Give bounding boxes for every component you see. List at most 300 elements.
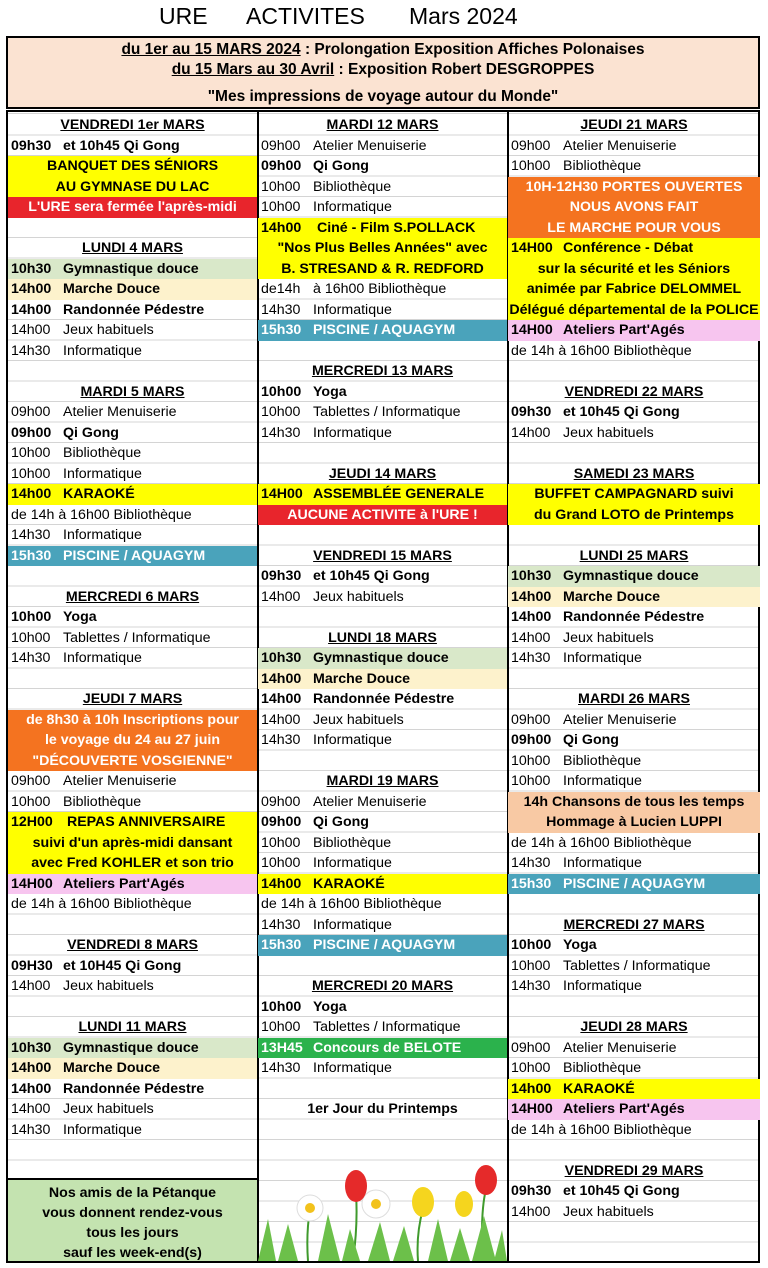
entry-time: 14h00 <box>511 609 552 625</box>
entry-time: 15h30 <box>11 547 52 564</box>
schedule-entry <box>258 1017 507 1038</box>
entry-text: Randonnée Pédestre <box>563 609 705 625</box>
entry-text: Ciné - Film S.POLLACK <box>313 219 476 236</box>
entry-time: 14h30 <box>511 650 551 666</box>
entry-text: LUNDI 25 MARS <box>579 547 689 564</box>
entry-text: AUCUNE ACTIVITE à l'URE ! <box>287 506 478 523</box>
schedule-entry <box>258 279 507 300</box>
schedule-entry <box>8 894 257 915</box>
exhibition-line-2: du 15 Mars au 30 Avril : Exposition Robert DESGROPPES <box>171 61 595 78</box>
entry-time: 10h00 <box>261 199 301 215</box>
entry-text: ASSEMBLÉE GENERALE <box>313 486 485 502</box>
entry-time: 09H30 <box>11 957 53 974</box>
entry-time: 10h00 <box>11 445 51 461</box>
entry-text: 1er Jour du Printemps <box>307 1101 458 1117</box>
entry-text: AU GYMNASE DU LAC <box>55 178 210 195</box>
entry-time: 09h00 <box>261 137 301 154</box>
entry-text: Informatique <box>313 732 392 748</box>
schedule-entry <box>508 156 760 177</box>
entry-time: 14H00 <box>11 875 53 892</box>
entry-time: 14H00 <box>511 1101 553 1117</box>
entry-text: animée par Fabrice DELOMMEL <box>526 281 742 297</box>
schedule-entry <box>508 976 760 997</box>
entry-text: Atelier Menuiserie <box>313 793 427 810</box>
entry-time: 14h00 <box>261 670 302 687</box>
entry-time: 12H00 <box>11 814 53 830</box>
entry-time: 10h00 <box>261 383 302 400</box>
entry-text: à 16h00 Bibliothèque <box>313 281 447 297</box>
schedule-entry <box>8 1079 257 1100</box>
title-activities: ACTIVITES <box>246 3 365 29</box>
entry-time: 14h00 <box>11 301 52 318</box>
exhibition-line-1: du 1er au 15 MARS 2024 : Prolongation Exposition Affiches Polonaises <box>121 41 645 58</box>
entry-time: 10h00 <box>11 793 51 810</box>
schedule-entry <box>508 730 760 751</box>
schedule-entry <box>258 484 507 505</box>
schedule-entry <box>8 197 257 218</box>
schedule-entry <box>8 320 257 341</box>
entry-time: 14h00 <box>511 424 551 441</box>
schedule-entry <box>8 812 257 833</box>
entry-time: 14H00 <box>511 240 553 256</box>
schedule-entry <box>258 997 507 1018</box>
entry-text: Qi Gong <box>313 158 369 174</box>
entry-text: BANQUET DES SÉNIORS <box>46 158 219 174</box>
entry-time: 14h30 <box>511 978 551 994</box>
entry-text: JEUDI 7 MARS <box>82 691 183 707</box>
entry-text: Informatique <box>313 199 392 215</box>
schedule-entry <box>508 587 760 608</box>
entry-text: KARAOKÉ <box>313 875 385 892</box>
entry-time: 14h00 <box>11 1060 52 1076</box>
entry-text: Bibliothèque <box>63 445 142 461</box>
entry-text: VENDREDI 15 MARS <box>313 547 452 564</box>
entry-time: 14h00 <box>261 219 302 236</box>
day-heading <box>508 689 760 710</box>
schedule-entry <box>258 1038 507 1059</box>
entry-text: Délégué départemental de la POLICE <box>509 301 759 318</box>
entry-text: JEUDI 28 MARS <box>580 1019 688 1035</box>
entry-time: 10h00 <box>261 855 301 871</box>
schedule-entry <box>8 710 257 731</box>
schedule-entry <box>508 566 760 587</box>
schedule-entry <box>258 1099 507 1120</box>
entry-time: 14h00 <box>511 1080 552 1097</box>
entry-text: PISCINE / AQUAGYM <box>63 547 206 564</box>
schedule-entry <box>258 177 507 198</box>
entry-text: Atelier Menuiserie <box>313 137 427 154</box>
entry-time: 10h00 <box>511 937 552 953</box>
day-heading <box>8 587 257 608</box>
entry-time: 14h30 <box>11 650 51 666</box>
schedule-entry <box>508 402 760 423</box>
entry-text: Hommage à Lucien LUPPI <box>546 814 722 830</box>
entry-text: Jeux habituels <box>63 1101 154 1117</box>
entry-time: 14h00 <box>11 486 52 502</box>
entry-text: de 14h à 16h00 Bibliothèque <box>511 834 692 851</box>
entry-text: Bibliothèque <box>563 1060 642 1076</box>
entry-text: Informatique <box>563 650 642 666</box>
entry-text: du Grand LOTO de Printemps <box>534 506 734 523</box>
entry-text: B. STRESAND & R. REDFORD <box>281 260 484 277</box>
entry-text: Jeux habituels <box>563 424 654 441</box>
entry-text: Randonnée Pédestre <box>63 301 205 318</box>
entry-time: 14h00 <box>11 322 51 338</box>
entry-time: 09h00 <box>261 793 301 810</box>
schedule-entry <box>508 710 760 731</box>
schedule-entry <box>258 853 507 874</box>
schedule-entry <box>258 238 507 259</box>
entry-text: PISCINE / AQUAGYM <box>313 322 456 338</box>
entry-text: Yoga <box>63 609 97 625</box>
schedule-entry <box>508 874 760 895</box>
schedule-entry <box>258 730 507 751</box>
entry-text: VENDREDI 1er MARS <box>60 117 205 133</box>
schedule-entry <box>508 259 760 280</box>
title-month: Mars 2024 <box>409 3 518 29</box>
schedule-entry <box>8 730 257 751</box>
schedule-entry <box>8 136 257 157</box>
entry-text: Tablettes / Informatique <box>313 404 461 420</box>
entry-text: Tablettes / Informatique <box>63 629 211 646</box>
entry-text: L'URE sera fermée l'après-midi <box>28 199 237 215</box>
schedule-entry <box>258 259 507 280</box>
entry-text: KARAOKÉ <box>563 1080 635 1097</box>
entry-text: LUNDI 18 MARS <box>328 629 437 646</box>
schedule-entry <box>8 956 257 977</box>
schedule-entry <box>258 218 507 239</box>
schedule-entry <box>8 484 257 505</box>
entry-text: Bibliothèque <box>563 158 642 174</box>
schedule-entry <box>258 197 507 218</box>
schedule-entry <box>8 976 257 997</box>
schedule-entry <box>258 300 507 321</box>
schedule-entry <box>508 956 760 977</box>
petanque-note: Nos amis de la Pétanque vous donnent rendez-vous tous les jours sauf les week-end(s) <box>8 1178 257 1261</box>
entry-time: 10h00 <box>11 629 51 646</box>
entry-text: MARDI 5 MARS <box>80 383 185 400</box>
entry-text: Informatique <box>313 301 392 318</box>
schedule-entry <box>8 505 257 526</box>
schedule-entry <box>258 669 507 690</box>
entry-time: 10h00 <box>511 957 551 974</box>
entry-text: Informatique <box>313 855 392 871</box>
entry-text: Jeux habituels <box>63 322 154 338</box>
schedule-entry <box>8 874 257 895</box>
entry-text: MARDI 19 MARS <box>326 773 439 789</box>
entry-time: 14h30 <box>11 527 51 543</box>
entry-text: Randonnée Pédestre <box>63 1080 205 1097</box>
schedule-entry <box>258 402 507 423</box>
title-org: URE <box>159 3 208 29</box>
entry-time: 13H45 <box>261 1039 303 1056</box>
entry-time: 09h30 <box>261 568 302 584</box>
entry-time: 09h00 <box>261 814 302 830</box>
entry-time: 14H00 <box>261 486 303 502</box>
entry-text: suivi d'un après-midi dansant <box>32 834 233 851</box>
schedule-entry <box>508 853 760 874</box>
entry-time: 09h00 <box>261 158 302 174</box>
schedule-grid <box>6 110 760 1263</box>
day-heading <box>508 915 760 936</box>
schedule-entry <box>8 259 257 280</box>
entry-time: 09h00 <box>511 711 551 728</box>
schedule-entry <box>508 1181 760 1202</box>
day-heading <box>8 935 257 956</box>
entry-time: 14h30 <box>511 855 551 871</box>
entry-text: Qi Gong <box>563 732 619 748</box>
entry-text: Ateliers Part'Agés <box>63 875 185 892</box>
entry-text: Conférence - Débat <box>563 240 694 256</box>
entry-text: Yoga <box>563 937 597 953</box>
schedule-entry <box>8 853 257 874</box>
schedule-entry <box>258 505 507 526</box>
schedule-entry <box>508 423 760 444</box>
entry-time: de14h <box>261 281 301 297</box>
entry-time: 14h00 <box>511 588 552 605</box>
page-title <box>0 0 768 34</box>
schedule-entry <box>8 607 257 628</box>
schedule-entry <box>258 689 507 710</box>
schedule-entry <box>508 136 760 157</box>
schedule-entry <box>8 300 257 321</box>
entry-time: 15h30 <box>261 937 302 953</box>
schedule-entry <box>508 341 760 362</box>
day-heading <box>508 1017 760 1038</box>
entry-text: Randonnée Pédestre <box>313 691 455 707</box>
entry-text: Jeux habituels <box>313 588 404 605</box>
entry-text: Jeux habituels <box>313 711 404 728</box>
entry-text: LUNDI 11 MARS <box>78 1019 187 1035</box>
entry-text: Atelier Menuiserie <box>63 773 177 789</box>
entry-text: Bibliothèque <box>63 793 142 810</box>
schedule-entry <box>508 628 760 649</box>
entry-text: Informatique <box>63 1121 142 1138</box>
entry-text: Gymnastique douce <box>63 260 199 277</box>
day-heading <box>8 238 257 259</box>
day-heading <box>508 115 760 136</box>
schedule-entry <box>508 1058 760 1079</box>
entry-text: Qi Gong <box>63 424 119 441</box>
schedule-entry <box>258 648 507 669</box>
day-heading <box>258 976 507 997</box>
schedule-entry <box>508 1120 760 1141</box>
entry-text: et 10h45 Qi Gong <box>563 404 680 420</box>
entry-text: Atelier Menuiserie <box>563 711 677 728</box>
entry-time: 14h30 <box>11 1121 51 1138</box>
schedule-entry <box>8 751 257 772</box>
schedule-entry <box>258 587 507 608</box>
entry-time: 15h30 <box>261 322 302 338</box>
entry-text: MERCREDI 13 MARS <box>311 363 454 379</box>
entry-time: 14h30 <box>261 1060 301 1076</box>
entry-time: 14h30 <box>261 424 301 441</box>
entry-text: Atelier Menuiserie <box>563 1039 677 1056</box>
schedule-entry <box>8 156 257 177</box>
entry-text: Yoga <box>313 998 347 1015</box>
entry-time: 10h00 <box>261 998 302 1015</box>
schedule-entry <box>508 812 760 833</box>
schedule-entry <box>508 484 760 505</box>
entry-time: 10h00 <box>261 178 301 195</box>
entry-text: Ateliers Part'Agés <box>563 1101 685 1117</box>
entry-text: Qi Gong <box>313 814 369 830</box>
entry-text: PISCINE / AQUAGYM <box>313 937 456 953</box>
entry-text: Jeux habituels <box>63 978 154 994</box>
entry-text: VENDREDI 22 MARS <box>564 383 704 400</box>
entry-time: 10h30 <box>261 650 302 666</box>
entry-time: 14h00 <box>511 629 551 646</box>
entry-time: 10h00 <box>261 834 301 851</box>
entry-text: Tablettes / Informatique <box>313 1019 461 1035</box>
entry-text: Jeux habituels <box>563 1203 654 1220</box>
schedule-entry <box>508 751 760 772</box>
entry-time: 14h00 <box>11 1080 52 1097</box>
spring-flowers-icon <box>258 1164 507 1261</box>
schedule-entry <box>8 402 257 423</box>
schedule-entry <box>8 177 257 198</box>
schedule-entry <box>508 320 760 341</box>
entry-text: KARAOKÉ <box>63 486 135 502</box>
schedule-entry <box>258 382 507 403</box>
entry-text: sur la sécurité et les Séniors <box>537 260 731 277</box>
exhibitions-header <box>6 36 760 109</box>
entry-text: le voyage du 24 au 27 juin <box>44 732 221 748</box>
entry-text: Atelier Menuiserie <box>563 137 677 154</box>
schedule-entry <box>8 648 257 669</box>
entry-text: Informatique <box>63 527 142 543</box>
day-heading <box>508 382 760 403</box>
entry-time: 10h00 <box>511 1060 551 1076</box>
schedule-entry <box>8 1058 257 1079</box>
entry-time: 14h00 <box>261 691 302 707</box>
entry-text: de 8h30 à 10h Inscriptions pour <box>26 711 239 728</box>
entry-time: 15h30 <box>511 875 552 892</box>
entry-text: NOUS AVONS FAIT <box>569 199 699 215</box>
day-heading <box>8 1017 257 1038</box>
entry-text: JEUDI 21 MARS <box>580 117 688 133</box>
entry-time: 10h00 <box>261 404 301 420</box>
entry-time: 10h00 <box>11 609 52 625</box>
schedule-entry <box>258 710 507 731</box>
schedule-entry <box>258 423 507 444</box>
schedule-entry <box>508 1038 760 1059</box>
schedule-entry <box>508 607 760 628</box>
entry-time: 09h00 <box>511 732 552 748</box>
schedule-entry <box>508 177 760 198</box>
entry-text: et 10h45 Qi Gong <box>63 137 180 154</box>
schedule-entry <box>8 1120 257 1141</box>
entry-text: Informatique <box>63 650 142 666</box>
entry-text: "Nos Plus Belles Années" avec <box>277 240 488 256</box>
entry-text: Gymnastique douce <box>563 568 699 584</box>
schedule-entry <box>508 1202 760 1223</box>
entry-time: 14h30 <box>11 342 51 359</box>
entry-time: 10h30 <box>511 568 552 584</box>
entry-text: de 14h à 16h00 Bibliothèque <box>511 342 692 359</box>
schedule-entry <box>508 218 760 239</box>
day-heading <box>8 689 257 710</box>
entry-text: VENDREDI 29 MARS <box>564 1162 704 1179</box>
entry-time: 10h00 <box>511 752 551 769</box>
entry-text: REPAS ANNIVERSAIRE <box>63 814 226 830</box>
entry-text: Informatique <box>313 916 392 933</box>
entry-time: 09h00 <box>11 404 51 420</box>
entry-text: Concours de BELOTE <box>313 1039 462 1056</box>
entry-time: 10h00 <box>261 1019 301 1035</box>
entry-text: 10H-12H30 PORTES OUVERTES <box>525 178 743 195</box>
entry-text: Informatique <box>563 855 642 871</box>
entry-text: de 14h à 16h00 Bibliothèque <box>11 896 192 912</box>
schedule-entry <box>258 874 507 895</box>
schedule-entry <box>8 279 257 300</box>
entry-time: 09h00 <box>511 137 551 154</box>
schedule-entry <box>8 628 257 649</box>
entry-text: BUFFET CAMPAGNARD suivi <box>534 486 734 502</box>
day-heading <box>258 115 507 136</box>
entry-text: Tablettes / Informatique <box>563 957 711 974</box>
entry-text: Bibliothèque <box>563 752 642 769</box>
entry-text: et 10h45 Qi Gong <box>563 1183 680 1199</box>
exhibition-quote: "Mes impressions de voyage autour du Monde" <box>207 88 559 105</box>
entry-text: VENDREDI 8 MARS <box>67 937 198 953</box>
entry-text: Yoga <box>313 383 347 400</box>
entry-text: Ateliers Part'Agés <box>563 322 685 338</box>
entry-text: MERCREDI 20 MARS <box>311 978 454 994</box>
schedule-entry <box>508 300 760 321</box>
day-heading <box>258 628 507 649</box>
entry-text: de 14h à 16h00 Bibliothèque <box>511 1121 692 1138</box>
schedule-entry <box>258 566 507 587</box>
entry-time: 10h30 <box>11 1039 52 1056</box>
schedule-entry <box>508 771 760 792</box>
entry-text: MERCREDI 27 MARS <box>563 916 705 933</box>
entry-text: avec Fred KOHLER et son trio <box>31 855 234 871</box>
entry-text: MARDI 26 MARS <box>578 691 690 707</box>
entry-time: 09h00 <box>11 424 52 441</box>
schedule-entry <box>8 792 257 813</box>
entry-text: Marche Douce <box>313 670 410 687</box>
day-heading <box>258 464 507 485</box>
entry-time: 14h30 <box>261 732 301 748</box>
entry-time: 09h00 <box>11 773 51 789</box>
day-heading <box>508 546 760 567</box>
schedule-entry <box>8 525 257 546</box>
day-heading <box>8 115 257 136</box>
entry-text: Marche Douce <box>563 588 660 605</box>
entry-text: Informatique <box>313 424 392 441</box>
entry-text: de 14h à 16h00 Bibliothèque <box>11 506 192 523</box>
entry-text: Bibliothèque <box>313 834 392 851</box>
entry-time: 14h00 <box>11 978 51 994</box>
entry-time: 09h30 <box>511 1183 552 1199</box>
schedule-entry <box>508 238 760 259</box>
schedule-entry <box>258 935 507 956</box>
entry-time: 14h00 <box>11 281 52 297</box>
entry-time: 09h00 <box>511 1039 551 1056</box>
schedule-entry <box>508 935 760 956</box>
entry-text: Jeux habituels <box>563 629 654 646</box>
schedule-entry <box>508 279 760 300</box>
schedule-entry <box>8 1099 257 1120</box>
schedule-entry <box>258 812 507 833</box>
entry-text: SAMEDI 23 MARS <box>573 465 695 482</box>
entry-time: 14h00 <box>261 875 302 892</box>
entry-time: 10h00 <box>11 465 51 482</box>
entry-text: MARDI 12 MARS <box>326 117 439 133</box>
schedule-entry <box>8 1038 257 1059</box>
schedule-entry <box>8 771 257 792</box>
